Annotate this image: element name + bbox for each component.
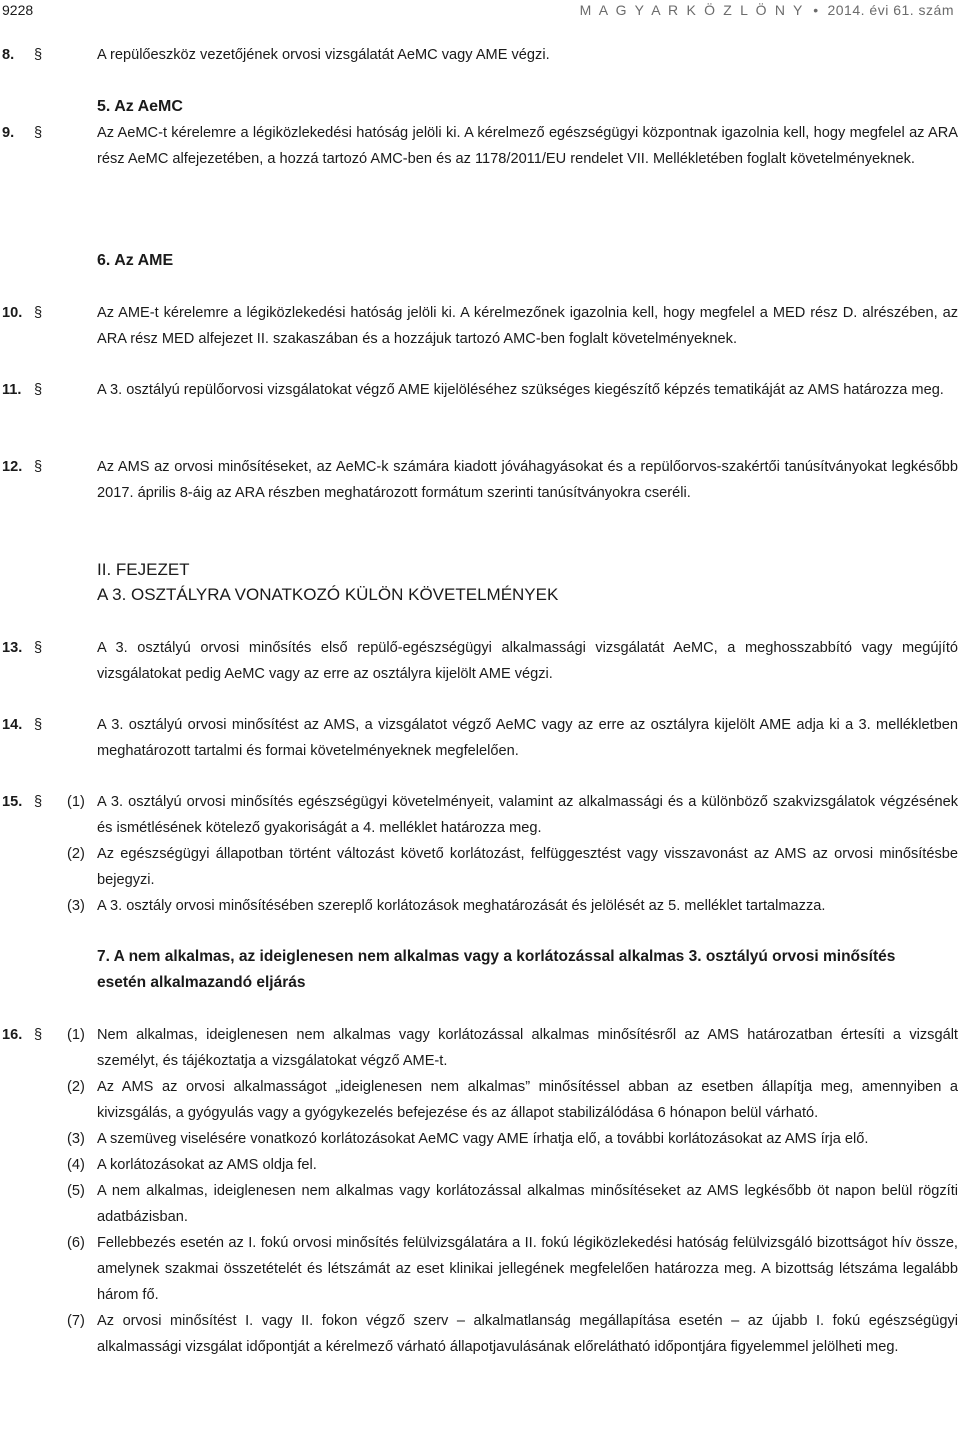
section-symbol: §: [34, 1027, 43, 1043]
section-symbol: §: [34, 794, 43, 810]
subsection-label: (7): [67, 1313, 85, 1329]
subsection-label: (2): [67, 846, 85, 862]
chapter-title: A 3. OSZTÁLYRA VONATKOZÓ KÜLÖN KÖVETELMÉNYEK: [97, 585, 559, 604]
section-symbol: §: [34, 459, 43, 475]
paragraph-text: A 3. osztályú repülőorvosi vizsgálatokat végző AME kijelöléséhez szükséges kiegészítő képzés tematikáját az AMS határozza meg.: [97, 382, 944, 398]
paragraph-number: 9.: [2, 125, 15, 141]
paragraph-number: 15.: [2, 794, 23, 810]
section-symbol: §: [34, 640, 43, 656]
subsection-label: (6): [67, 1235, 85, 1251]
section-symbol: §: [34, 717, 43, 733]
subsection-text: Az egészségügyi állapotban történt változást követő korlátozást, felfüggesztést vagy visszavonást az AMS az orvosi minősítésbe bejegyzi.: [97, 846, 958, 888]
subsection-label: (5): [67, 1183, 85, 1199]
paragraph-text: Az AMS az orvosi minősítéseket, az AeMC-k számára kiadott jóváhagyásokat és a repülőorvos-szakértői tanúsítványokat legkésőbb 2017. április 8-áig az ARA részben meghatározott formátum szerinti tanúsítványokra cseréli.: [97, 459, 958, 501]
section-heading-6: 6. Az AME: [97, 252, 174, 269]
subsection: [0, 1308, 958, 1360]
subsection: [0, 1022, 958, 1074]
paragraph-13: [0, 635, 958, 687]
chapter-number: II. FEJEZET: [97, 560, 190, 579]
subsection-label: (1): [67, 1027, 85, 1043]
paragraph-number: 16.: [2, 1027, 23, 1043]
subsection-label: (3): [67, 1131, 85, 1147]
paragraph-text: A 3. osztályú orvosi minősítést az AMS, a vizsgálatot végző AeMC vagy az erre az osztályra kijelölt AME adja ki a 3. mellékletben meghatározott tartalmi és formai követelményeknek megfelelően.: [97, 717, 958, 759]
subsection-text: Az orvosi minősítést I. vagy II. fokon végző szerv – alkalmatlanság megállapítása esetén – az újabb I. fokú egészségügyi alkalmassági vizsgálat időpontját a kérelmező várható állapotjavulásának előrelátható időpontjára figyelemmel jelölheti meg.: [97, 1313, 958, 1355]
issue-number: 2014. évi 61. szám: [827, 2, 954, 18]
paragraph-text: A 3. osztályú orvosi minősítés első repülő-egészségügyi alkalmassági vizsgálatát AeMC, a meghosszabbító vagy megújító vizsgálatokat pedig AeMC vagy az erre az osztályra kijelölt AME végzi.: [97, 640, 958, 682]
subsection-text: A szemüveg viselésére vonatkozó korlátozásokat AeMC vagy AME írhatja elő, a további korlátozásokat az AMS írja elő.: [97, 1131, 869, 1147]
subsection: [0, 1126, 958, 1152]
paragraph-15: [0, 789, 958, 919]
subsection: [0, 1152, 958, 1178]
paragraph-8: [0, 42, 958, 68]
subsection-text: Az AMS az orvosi alkalmasságot „ideiglenesen nem alkalmas” minősítéssel abban az esetben állapítja meg, amennyiben a kivizsgálás, a gyógyulás vagy a gyógykezelés befejezése és az állapot stabilizálódása 6 hónapon belül várható.: [97, 1079, 958, 1121]
journal-title: [580, 2, 954, 18]
subsection-label: (3): [67, 898, 85, 914]
subsection: [0, 893, 958, 919]
subsection-text: Nem alkalmas, ideiglenesen nem alkalmas vagy korlátozással alkalmas minősítésről az AMS határozatban értesíti a vizsgált személyt, és tájékoztatja a vizsgálatokat végző AME-t.: [97, 1027, 958, 1069]
page-header: [0, 2, 960, 20]
paragraph-number: 12.: [2, 459, 23, 475]
paragraph-11: [0, 377, 958, 403]
subsection-label: (4): [67, 1157, 85, 1173]
journal-name: M A G Y A R K Ö Z L Ö N Y: [579, 2, 805, 18]
subsection: [0, 841, 958, 893]
section-symbol: §: [34, 382, 43, 398]
paragraph-number: 8.: [2, 47, 15, 63]
paragraph-text: Az AeMC-t kérelemre a légiközlekedési hatóság jelöli ki. A kérelmező egészségügyi központnak igazolnia kell, hogy megfelel az ARA rész AeMC alfejezetében, a hozzá tartozó AMC-ben és az 1178/2011/EU rendelet VII. Mellékletében foglalt követelményeknek.: [97, 125, 958, 167]
subsection: [0, 789, 958, 841]
subsection-text: A korlátozásokat az AMS oldja fel.: [97, 1157, 317, 1173]
paragraph-text: Az AME-t kérelemre a légiközlekedési hatóság jelöli ki. A kérelmezőnek igazolnia kell, hogy megfelel a MED rész D. alrészében, az ARA rész MED alfejezet II. szakaszában és a hozzájuk tartozó AMC-ben foglalt követelményeknek.: [97, 305, 958, 347]
subsection-label: (1): [67, 794, 85, 810]
paragraph-number: 10.: [2, 305, 23, 321]
paragraph-10: [0, 300, 958, 352]
subsection: [0, 1074, 958, 1126]
paragraph-text: A repülőeszköz vezetőjének orvosi vizsgálatát AeMC vagy AME végzi.: [97, 47, 550, 63]
subsection-text: A 3. osztályú orvosi minősítés egészségügyi követelményeit, valamint az alkalmassági és a különböző szakvizsgálatok végzésének és ismétlésének kötelező gyakoriságát a 4. melléklet határozza meg.: [97, 794, 958, 836]
section-heading-5: 5. Az AeMC: [97, 98, 183, 115]
subsection: [0, 1230, 958, 1308]
page-number: 9228: [2, 2, 34, 18]
subsection: [0, 1178, 958, 1230]
subsection-text: A 3. osztály orvosi minősítésében szereplő korlátozások meghatározását és jelölését az 5. melléklet tartalmazza.: [97, 898, 826, 914]
paragraph-number: 13.: [2, 640, 23, 656]
section-symbol: §: [34, 47, 43, 63]
subsection-label: (2): [67, 1079, 85, 1095]
paragraph-16: [0, 1022, 958, 1360]
paragraph-9: [0, 120, 958, 172]
paragraph-14: [0, 712, 958, 764]
paragraph-number: 14.: [2, 717, 23, 733]
subsection-text: Fellebbezés esetén az I. fokú orvosi minősítés felülvizsgálatára a II. fokú légiközlekedési hatóság felülvizsgáló bizottságot hív össze, amelynek szakmai összetételét és létszámát az eset klinikai jellegének megfelelően határozza meg. A bizottság létszáma legalább három fő.: [97, 1235, 958, 1303]
section-heading-7: 7. A nem alkalmas, az ideiglenesen nem alkalmas vagy a korlátozással alkalmas 3. osztályú orvosi minősítés esetén alkalmazandó eljárás: [97, 948, 896, 991]
section-symbol: §: [34, 305, 43, 321]
header-bullet: •: [813, 2, 819, 18]
subsection-text: A nem alkalmas, ideiglenesen nem alkalmas vagy korlátozással alkalmas minősítéseket az AMS legkésőbb öt napon belül rögzíti adatbázisban.: [97, 1183, 958, 1225]
paragraph-12: [0, 454, 958, 506]
section-symbol: §: [34, 125, 43, 141]
paragraph-number: 11.: [2, 382, 22, 398]
